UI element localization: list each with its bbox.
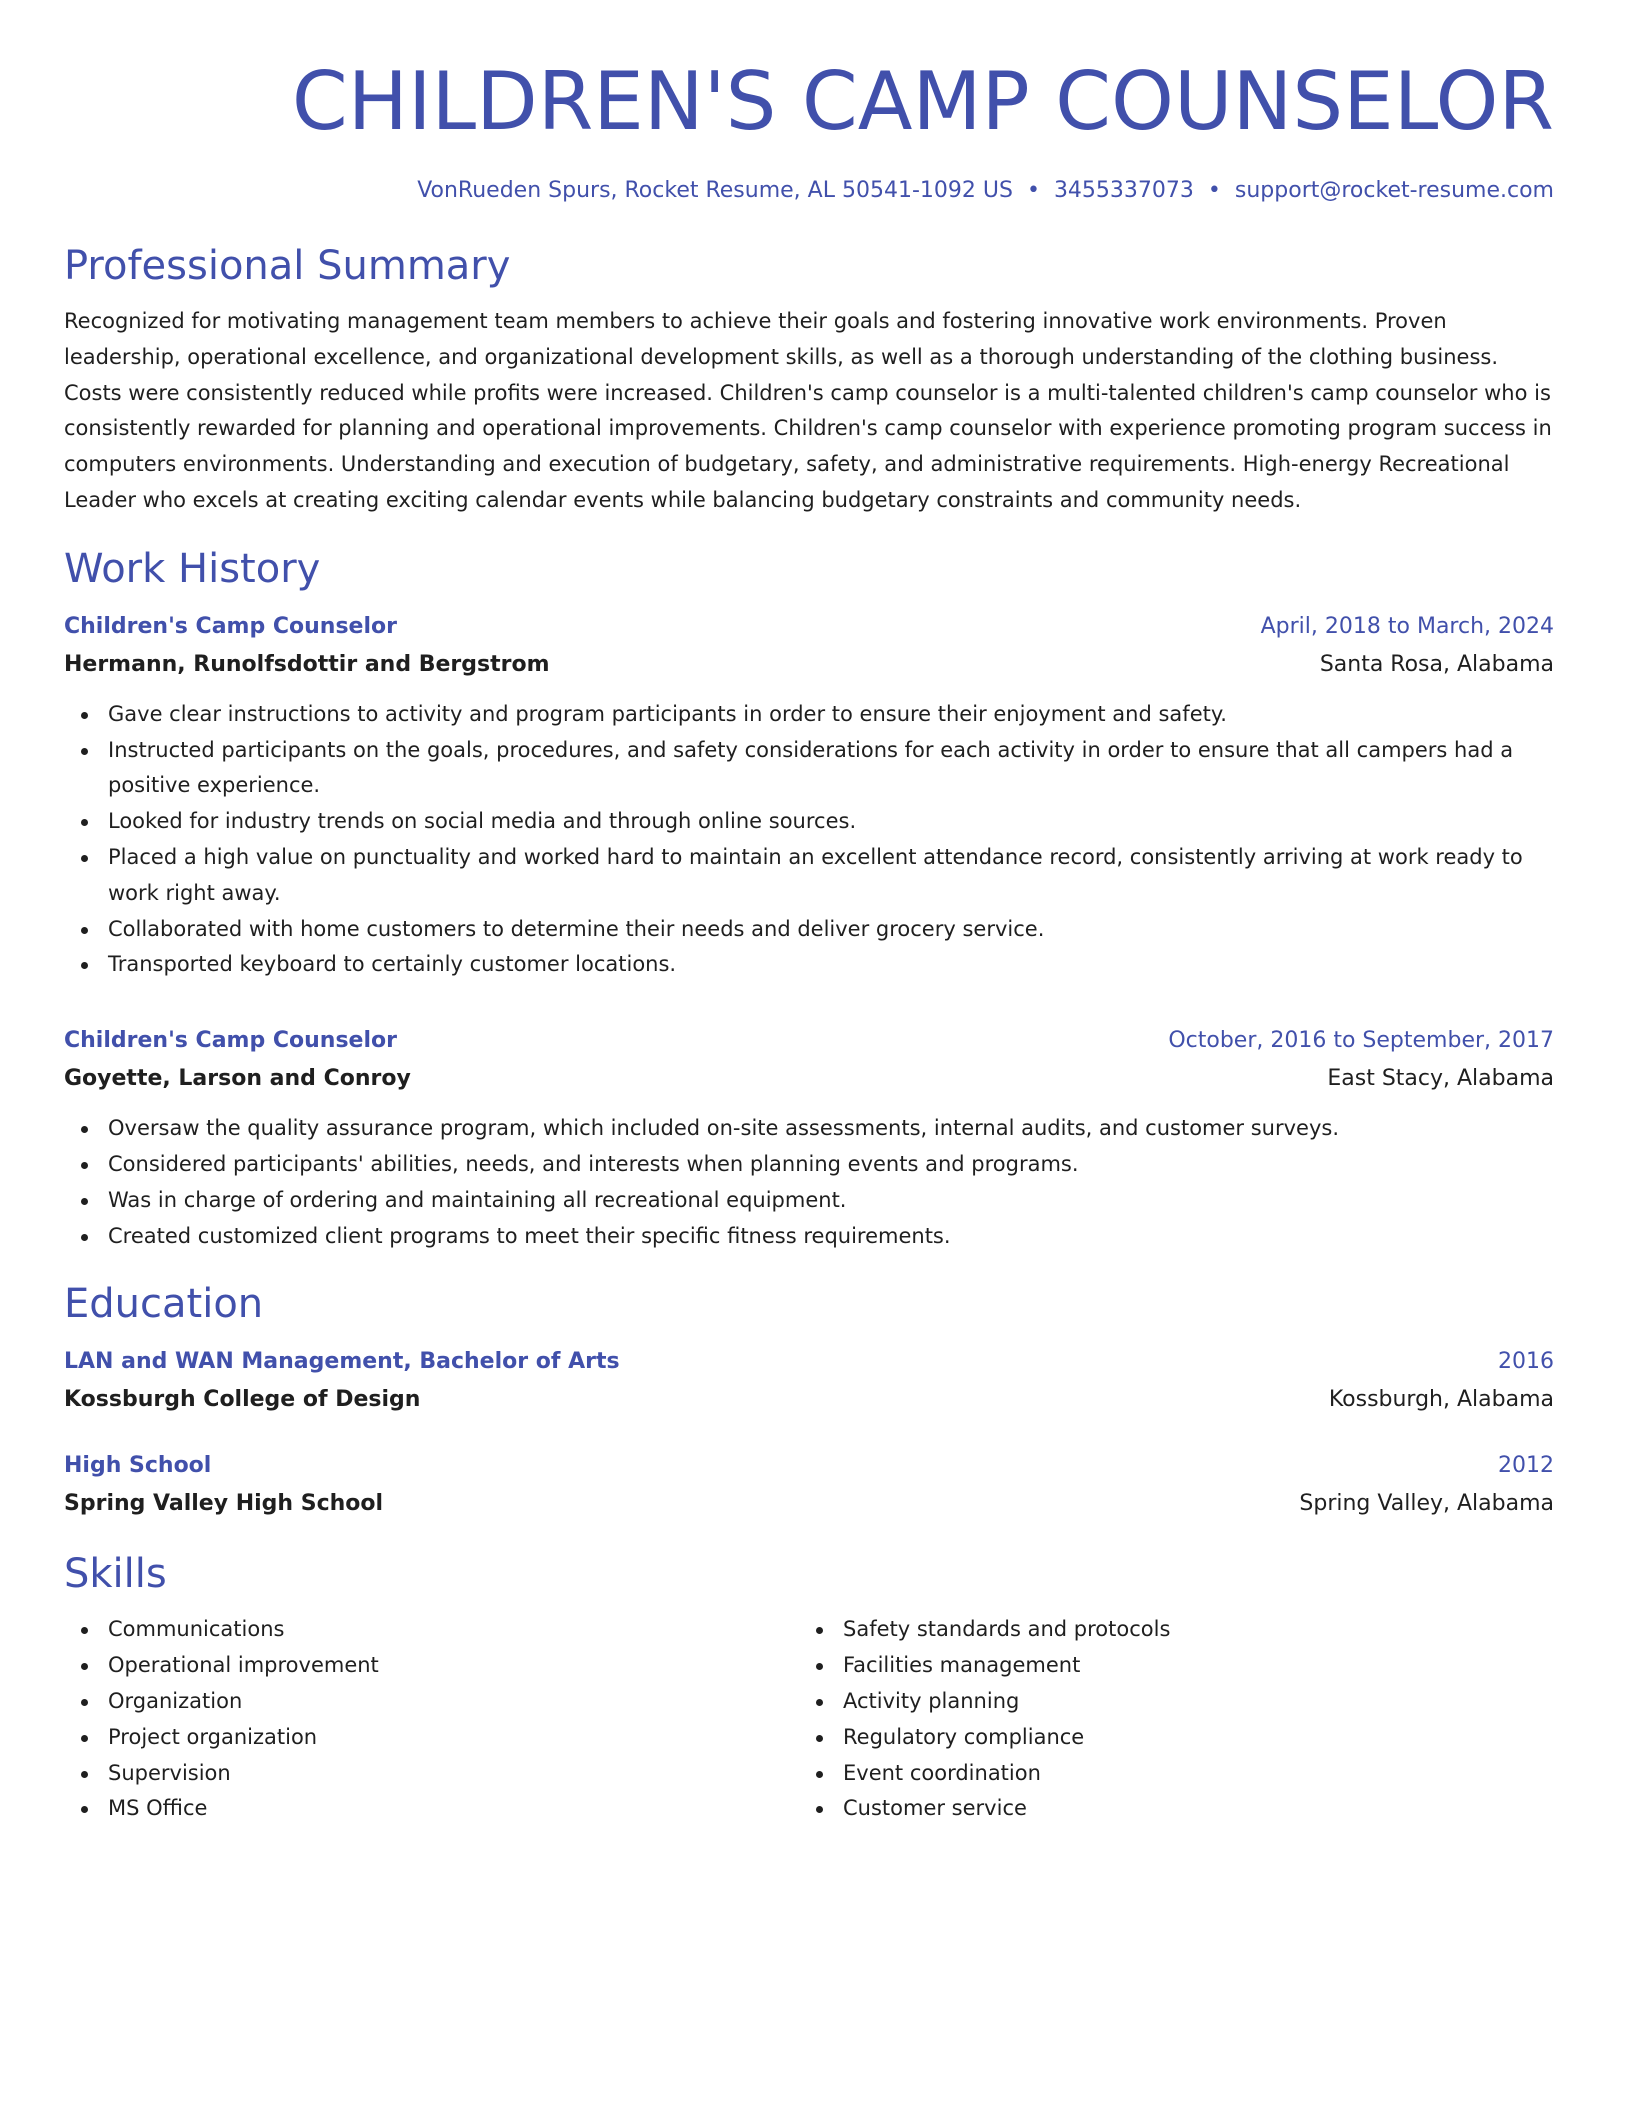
- job-dates: October, 2016 to September, 2017: [1168, 1028, 1554, 1054]
- resume-page: [64, 0, 1554, 1827]
- education-entry: [64, 1344, 1554, 1420]
- skills-column-left: [64, 1612, 799, 1827]
- summary-text: Recognized for motivating management team members to achieve their goals and fostering innovative work environments. Proven leadership, operational excellence, and organizational development skills, as well as a thorough understanding of the clothing business. Costs were consistently reduced while profits were increased. Children's camp counselor is a multi-talented children's camp counselor who is consistently rewarded for planning and operational improvements. Children's camp counselor with experience promoting program success in computers environments. Understanding and execution of budgetary, safety, and administrative requirements. High-energy Recreational Leader who excels at creating exciting calendar events while balancing budgetary constraints and community needs.: [64, 309, 1552, 512]
- skills-columns: [64, 1612, 1554, 1827]
- job-title: Children's Camp Counselor: [64, 613, 397, 639]
- job-title: Children's Camp Counselor: [64, 1028, 397, 1054]
- job-bullet: Oversaw the quality assurance program, which included on-site assessments, internal audits, and customer surveys.: [108, 1111, 1554, 1147]
- education-year: 2012: [1498, 1453, 1554, 1479]
- resume-header: [64, 0, 1554, 206]
- skill-item: Project organization: [108, 1720, 799, 1756]
- job-bullet: Transported keyboard to certainly customer locations.: [108, 947, 1554, 983]
- job-bullet: Instructed participants on the goals, procedures, and safety considerations for each activity in order to ensure that all campers had a positive experience.: [108, 733, 1554, 805]
- job-entry: [64, 609, 1554, 983]
- skills-list: [64, 1612, 799, 1827]
- skill-item: Organization: [108, 1684, 799, 1720]
- contact-phone[interactable]: 3455337073: [1053, 178, 1194, 203]
- skill-item: Activity planning: [843, 1684, 1534, 1720]
- contact-line: [64, 176, 1554, 206]
- skill-item: Event coordination: [843, 1756, 1534, 1792]
- job-bullet: Gave clear instructions to activity and program participants in order to ensure their enjoyment and safety.: [108, 697, 1554, 733]
- education-location: Kossburgh, Alabama: [1328, 1387, 1554, 1413]
- job-bullet: Created customized client programs to meet their specific fitness requirements.: [108, 1219, 1554, 1255]
- job-bullet: Considered participants' abilities, needs, and interests when planning events and programs.: [108, 1147, 1554, 1183]
- job-bullet: Looked for industry trends on social media and through online sources.: [108, 804, 1554, 840]
- skills-list: [799, 1612, 1534, 1827]
- job-location: East Stacy, Alabama: [1327, 1066, 1554, 1092]
- job-bullets: [64, 1111, 1554, 1254]
- education-degree: LAN and WAN Management, Bachelor of Arts: [64, 1349, 620, 1375]
- education-school: Spring Valley High School: [64, 1491, 384, 1517]
- section-title-education: Education: [64, 1281, 264, 1328]
- education-year: 2016: [1498, 1349, 1554, 1375]
- skills-section: [64, 1548, 1554, 1827]
- education-section: [64, 1278, 1554, 1524]
- skill-item: Regulatory compliance: [843, 1720, 1534, 1756]
- education-entry: [64, 1448, 1554, 1524]
- job-bullet: Placed a high value on punctuality and worked hard to maintain an excellent attendance record, consistently arriving at work ready to work right away.: [108, 840, 1554, 912]
- job-bullet: Collaborated with home customers to determine their needs and deliver grocery service.: [108, 912, 1554, 948]
- candidate-name: CHILDREN'S CAMP COUNSELOR: [291, 55, 1554, 148]
- skill-item: Communications: [108, 1612, 799, 1648]
- job-entry: [64, 1023, 1554, 1254]
- work-history-section: [64, 543, 1554, 1255]
- skill-item: Safety standards and protocols: [843, 1612, 1534, 1648]
- section-title-summary: Professional Summary: [64, 243, 511, 289]
- skill-item: Customer service: [843, 1791, 1534, 1827]
- skill-item: MS Office: [108, 1791, 799, 1827]
- job-employer: Goyette, Larson and Conroy: [64, 1066, 411, 1092]
- section-title-work-history: Work History: [64, 545, 321, 592]
- professional-summary-section: [64, 240, 1554, 519]
- contact-separator: •: [1207, 178, 1221, 203]
- contact-separator: •: [1026, 178, 1040, 203]
- job-location: Santa Rosa, Alabama: [1319, 651, 1554, 677]
- job-dates: April, 2018 to March, 2024: [1260, 613, 1554, 639]
- education-degree: High School: [64, 1453, 212, 1479]
- job-bullets: [64, 697, 1554, 983]
- skill-item: Operational improvement: [108, 1648, 799, 1684]
- contact-email[interactable]: support@rocket-resume.com: [1234, 178, 1554, 203]
- education-school: Kossburgh College of Design: [64, 1387, 421, 1413]
- skill-item: Supervision: [108, 1756, 799, 1792]
- skills-column-right: [799, 1612, 1534, 1827]
- job-bullet: Was in charge of ordering and maintaining all recreational equipment.: [108, 1183, 1554, 1219]
- job-employer: Hermann, Runolfsdottir and Bergstrom: [64, 651, 550, 677]
- contact-address: VonRueden Spurs, Rocket Resume, AL 50541-1092 US: [417, 178, 1013, 203]
- education-location: Spring Valley, Alabama: [1299, 1491, 1554, 1517]
- section-title-skills: Skills: [64, 1551, 167, 1598]
- skill-item: Facilities management: [843, 1648, 1534, 1684]
